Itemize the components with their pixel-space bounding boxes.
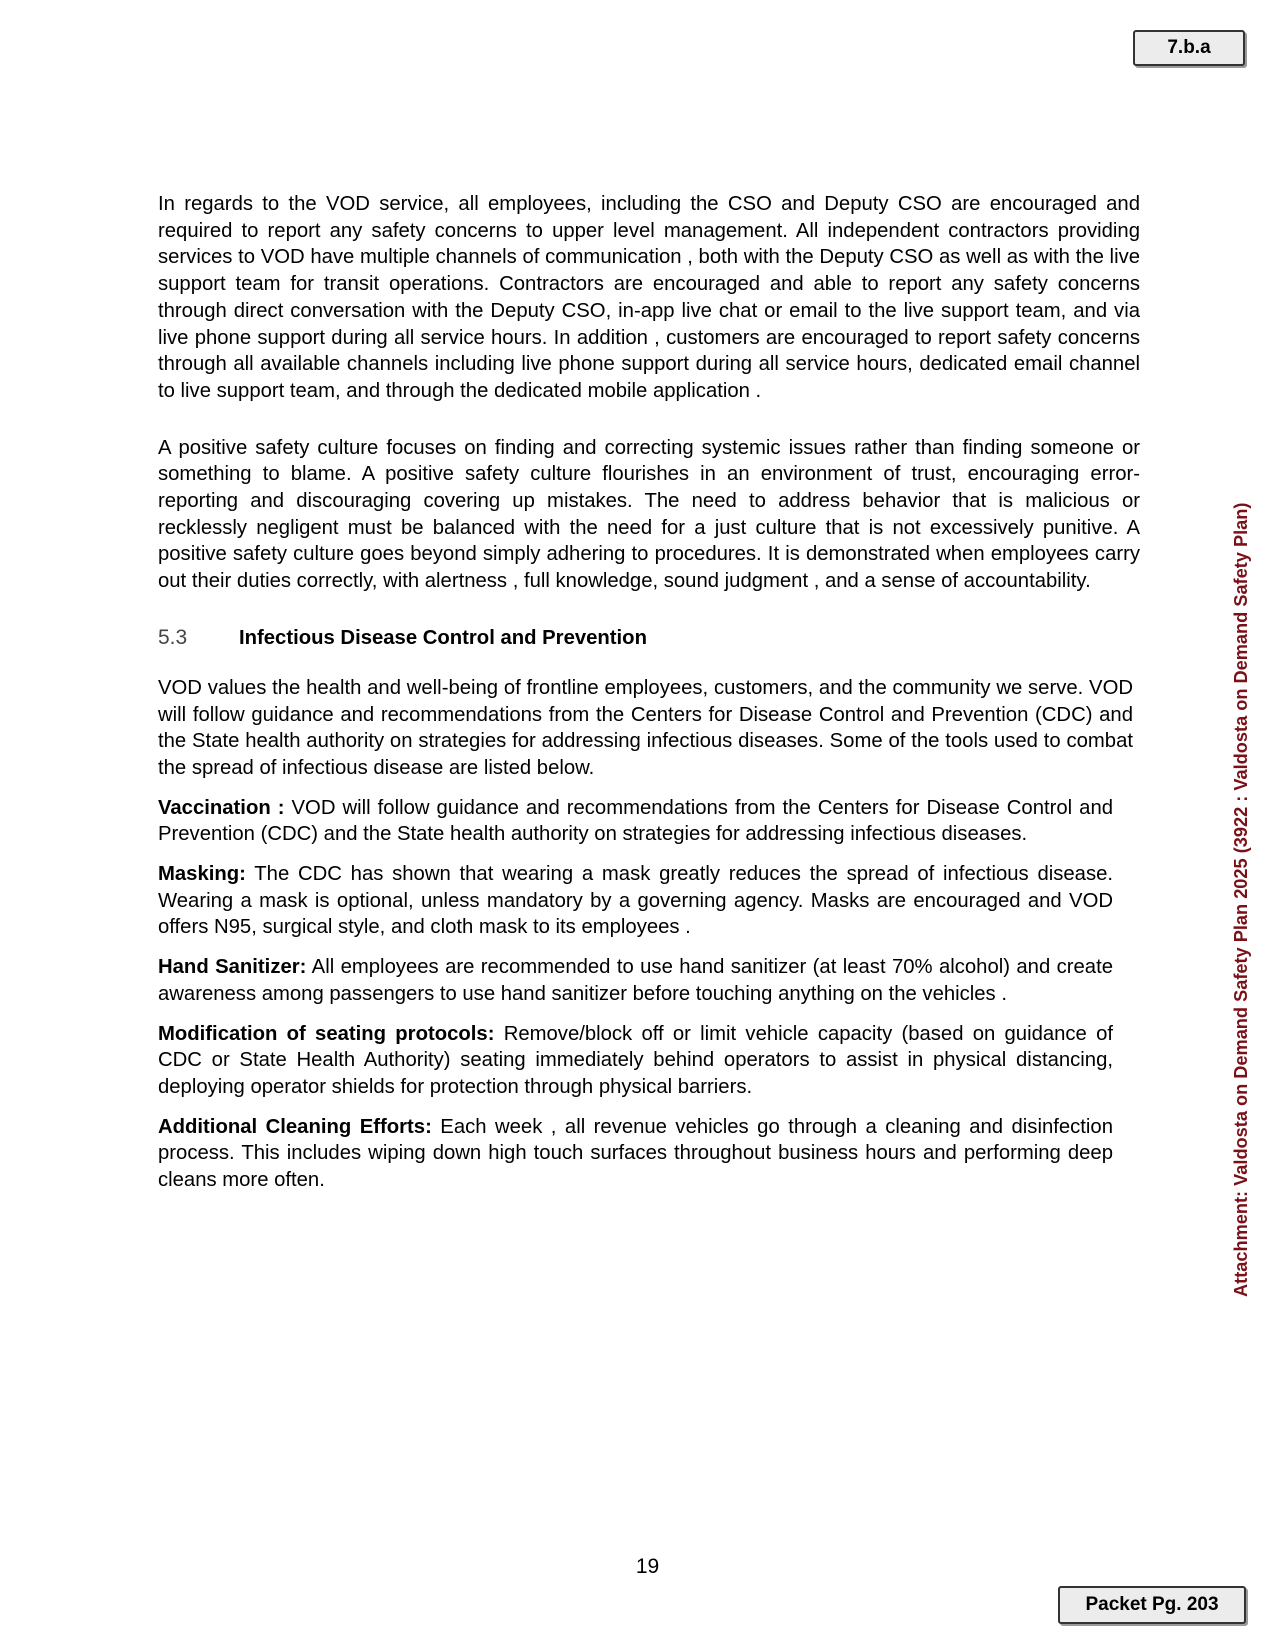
- packet-page-box: Packet Pg. 203: [1058, 1586, 1246, 1624]
- item-text: Remove/block off or limit vehicle capacity (based on guidance of CDC or State Health Authority) seating immediately behind operators to assist in physical distancing, deploying operator shields for protection through physical barriers.: [158, 1022, 1113, 1098]
- paragraph-safety-culture: A positive safety culture focuses on finding and correcting systemic issues rather than finding someone or something to blame. A positive safety culture flourishes in an environment of trust, encouraging error-reporting and discouraging covering up mistakes. The need to address behavior that is malicious or recklessly negligent must be balanced with the need for a just culture that is not excessively punitive. A positive safety culture goes beyond simply adhering to procedures. It is demonstrated when employees carry out their duties correctly, with alertness , full knowledge, sound judgment , and a sense of accountability.: [158, 436, 1140, 593]
- attachment-tag: 7.b.a: [1133, 30, 1245, 66]
- item-label: Vaccination :: [158, 796, 285, 819]
- item-text: Each week , all revenue vehicles go through a cleaning and disinfection process. This includes wiping down high touch surfaces throughout business hours and performing deep cleans more often.: [158, 1115, 1113, 1192]
- list-item-hand-sanitizer: [158, 954, 1113, 1007]
- page-number: 19: [635, 1555, 660, 1578]
- item-text: The CDC has shown that wearing a mask greatly reduces the spread of infectious disease. Wearing a mask is optional, unless mandatory by a governing agency. Masks are encouraged and VOD offers N95, surgical style, and cloth mask to its employees .: [158, 863, 1113, 939]
- item-label: Hand Sanitizer:: [158, 956, 307, 979]
- list-item-seating-protocols: [158, 1021, 1113, 1101]
- section-heading: [158, 625, 1140, 651]
- section-intro: VOD values the health and well-being of frontline employees, customers, and the community we serve. VOD will follow guidance and recommendations from the Centers for Disease Control and Prevention (CDC) and the State health authority on strategies for addressing infectious diseases. Some of the tools used to combat the spread of infectious disease are listed below.: [158, 676, 1133, 779]
- paragraph-reporting: In regards to the VOD service, all employees, including the CSO and Deputy CSO are encouraged and required to report any safety concerns to upper level management. All independent contractors providing services to VOD have multiple channels of communication , both with the Deputy CSO as well as with the live support team for transit operations. Contractors are encouraged and able to report any safety concerns through direct conversation with the Deputy CSO, in-app live chat or email to the live support team, and via live phone support during all service hours. In addition , customers are encouraged to report safety concerns through all available channels including live phone support during all service hours, dedicated email channel to live support team, and through the dedicated mobile application .: [158, 193, 1140, 402]
- item-label: Additional Cleaning Efforts:: [158, 1115, 432, 1138]
- item-text: VOD will follow guidance and recommendations from the Centers for Disease Control and Prevention (CDC) and the State health authority on strategies for addressing infectious diseases.: [158, 796, 1113, 846]
- item-text: All employees are recommended to use hand sanitizer (at least 70% alcohol) and create awareness among passengers to use hand sanitizer before touching anything on the vehicles .: [158, 956, 1113, 1005]
- item-label: Masking:: [158, 863, 246, 886]
- section-number: 5.3: [158, 625, 188, 649]
- list-item-cleaning-efforts: [158, 1114, 1113, 1194]
- item-label: Modification of seating protocols:: [158, 1022, 495, 1045]
- attachment-side-label: Attachment: Valdosta on Demand Safety Plan 2025 (3922 : Valdosta on Demand Safety Plan): [1231, 502, 1251, 1297]
- document-body: [158, 191, 1140, 1207]
- section-title: Infectious Disease Control and Prevention: [239, 626, 647, 649]
- list-item-masking: [158, 861, 1113, 941]
- list-item-vaccination: [158, 795, 1113, 848]
